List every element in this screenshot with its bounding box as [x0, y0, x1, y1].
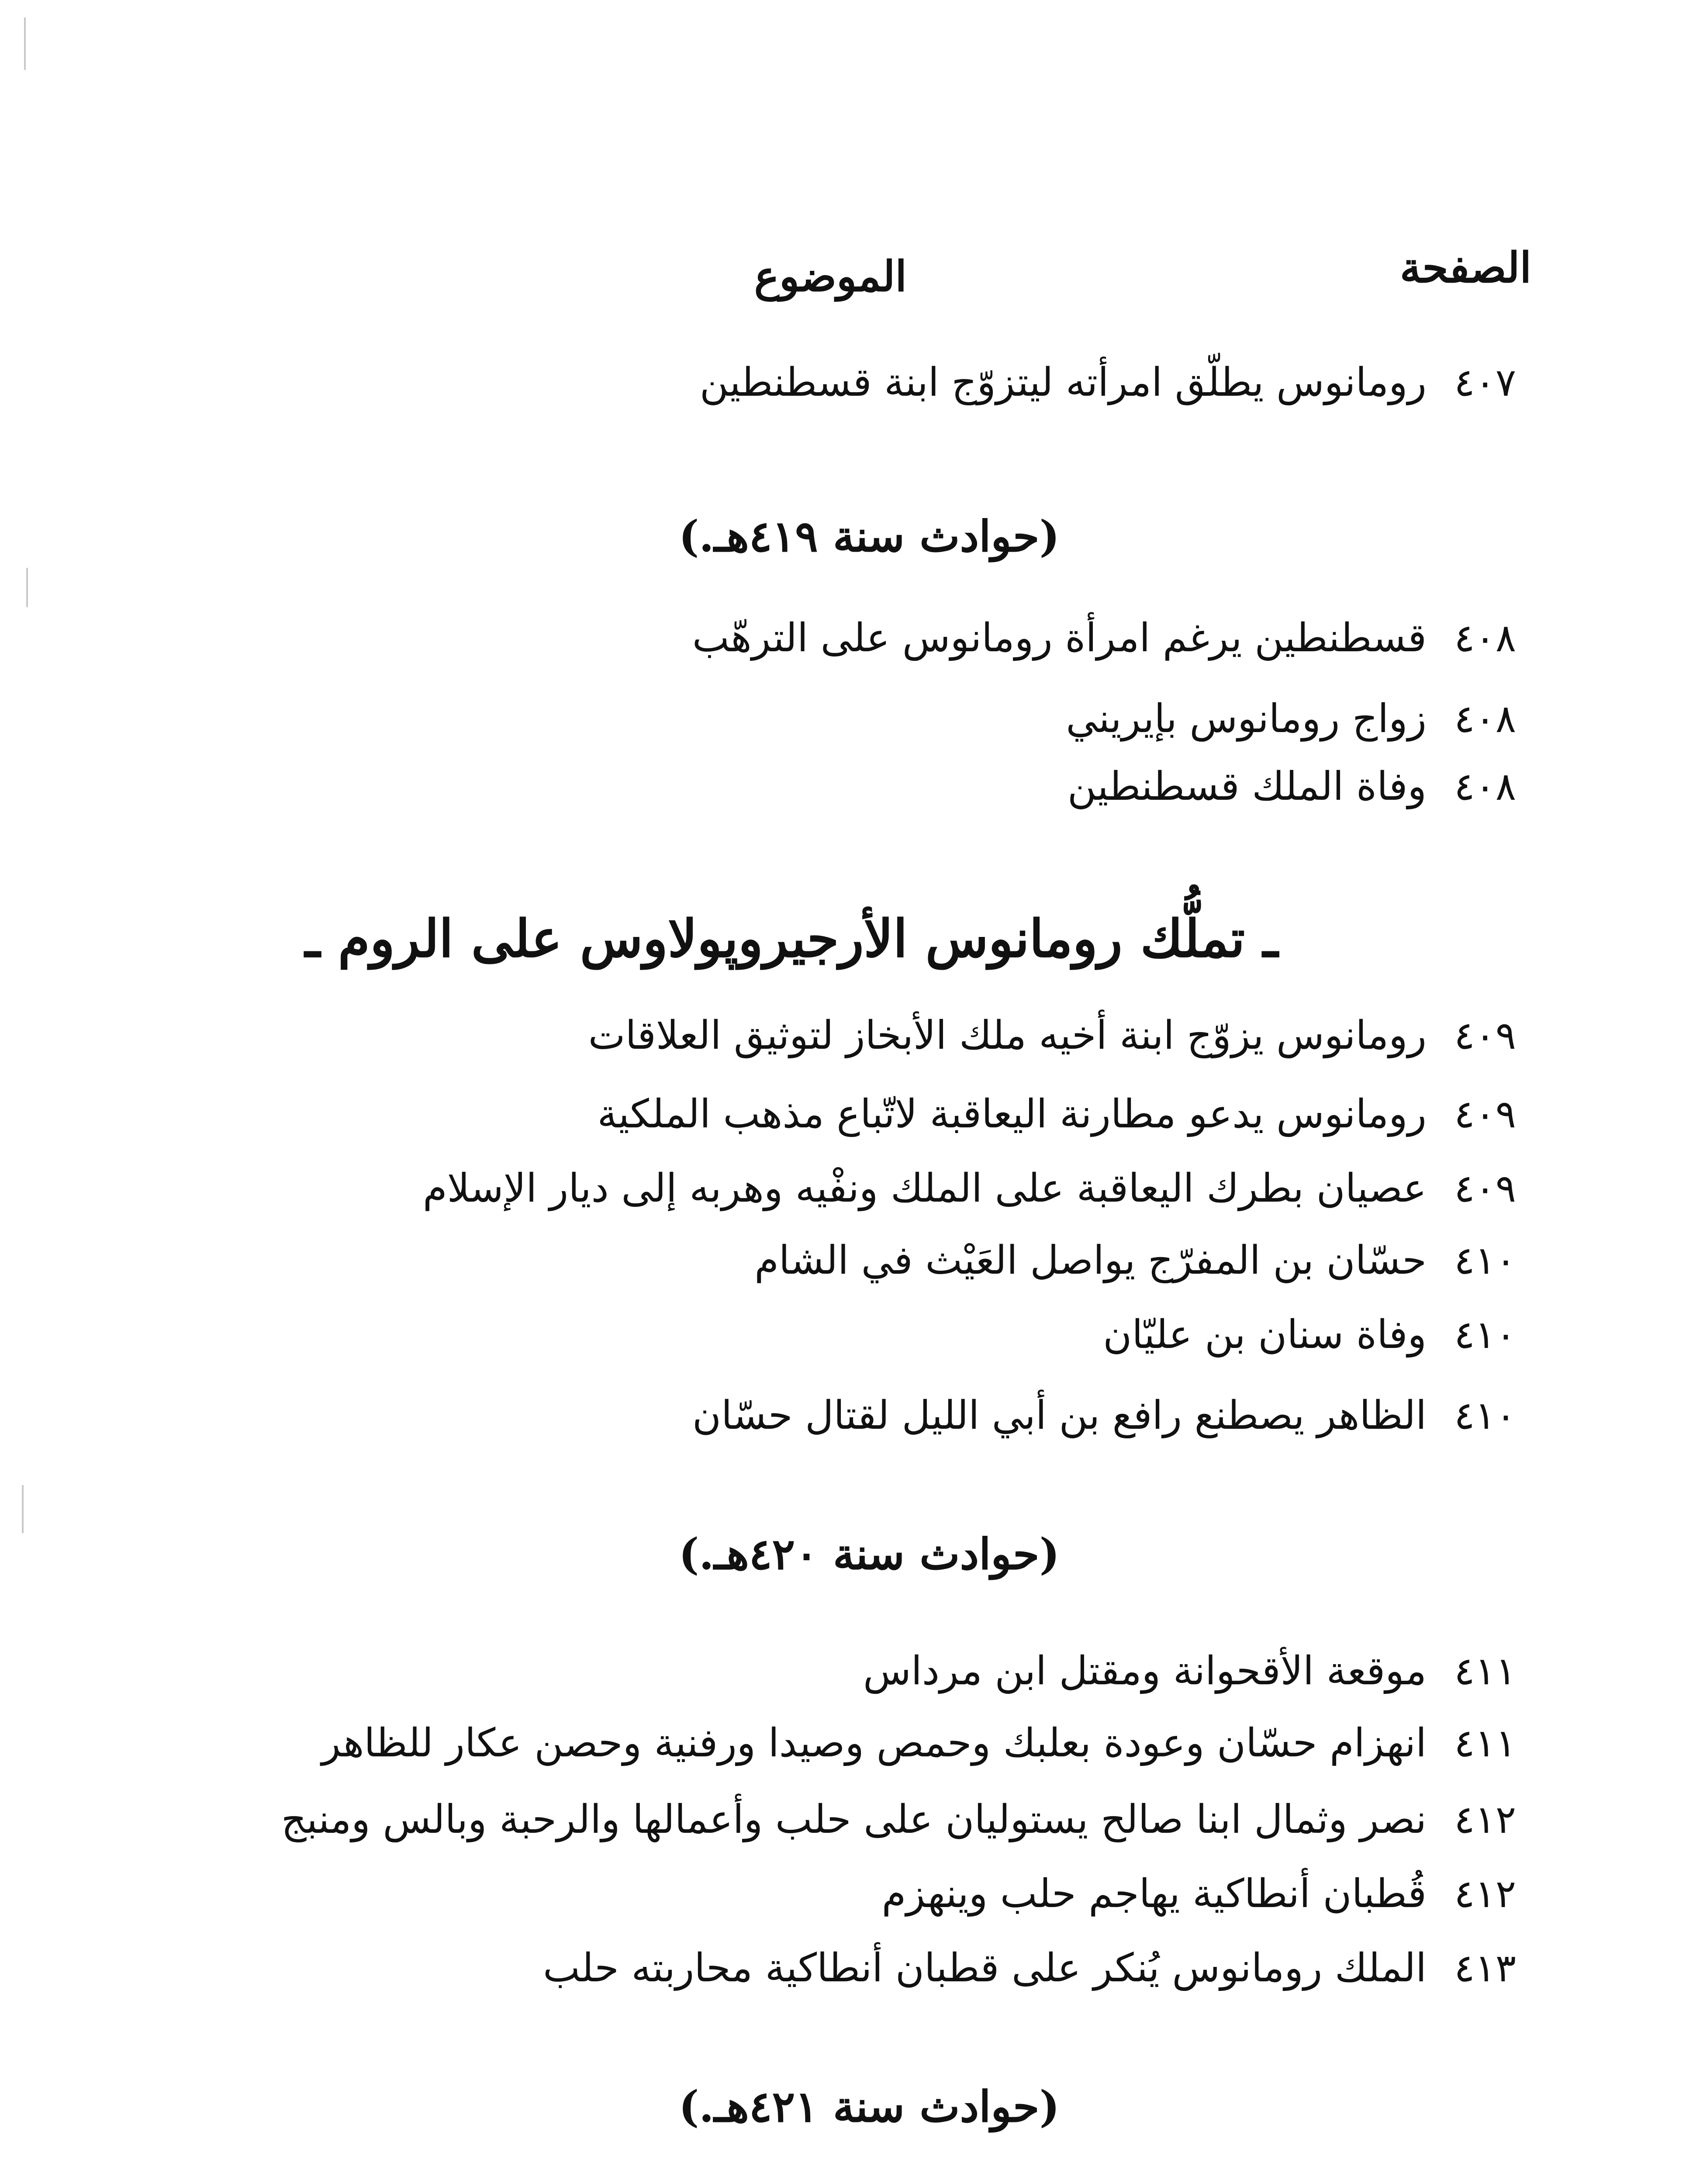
- entry-page-number: ٤٠٨: [1454, 696, 1516, 741]
- toc-entry: [754, 1232, 1516, 1289]
- toc-entry: [423, 1160, 1516, 1216]
- entry-page-number: ٤٠٧: [1454, 359, 1516, 405]
- section-heading-421: (حوادث سنة ٤٢١هـ.): [679, 2082, 1060, 2132]
- entry-topic: نصر وثمال ابنا صالح يستوليان على حلب وأعمالها والرحبة وبالس ومنبج: [281, 1796, 1427, 1842]
- toc-entry: [692, 1387, 1516, 1444]
- toc-entry: [1103, 1306, 1516, 1363]
- section-heading-419: (حوادث سنة ٤١٩هـ.): [679, 511, 1060, 562]
- entry-page-number: ٤١٠: [1454, 1237, 1516, 1283]
- entry-page-number: ٤١١: [1454, 1648, 1516, 1693]
- entry-topic: الملك رومانوس يُنكر على قطبان أنطاكية محاربته حلب: [543, 1945, 1427, 1991]
- entry-topic: زواج رومانوس بإيريني: [1066, 695, 1427, 742]
- entry-page-number: ٤١٠: [1454, 1393, 1516, 1438]
- toc-entry: [281, 1791, 1516, 1848]
- entry-page-number: ٤١٠: [1454, 1312, 1516, 1357]
- entry-page-number: ٤١٢: [1454, 1797, 1516, 1842]
- toc-entry: [543, 1939, 1516, 1996]
- toc-entry: [692, 609, 1516, 666]
- entry-page-number: ٤٠٩: [1454, 1091, 1516, 1137]
- page-column-header: الصفحة: [1399, 243, 1531, 292]
- scan-speck: [24, 17, 26, 70]
- entry-topic: رومانوس يدعو مطارنة اليعاقبة لاتّباع مذهب الملكية: [597, 1091, 1427, 1137]
- entry-page-number: ٤٠٩: [1454, 1165, 1516, 1211]
- entry-page-number: ٤٠٨: [1454, 615, 1516, 660]
- chapter-heading-romanos: ـ تملُّك رومانوس الأرجيروپولاوس على الروم ـ: [305, 908, 1278, 969]
- entry-topic: رومانوس يزوّج ابنة أخيه ملك الأبخاز لتوثيق العلاقات: [588, 1012, 1427, 1058]
- entry-topic: قُطبان أنطاكية يهاجم حلب وينهزم: [881, 1870, 1427, 1917]
- toc-entry: [700, 354, 1516, 411]
- entry-topic: قسطنطين يرغم امرأة رومانوس على الترهّب: [692, 615, 1427, 661]
- entry-topic: الظاهر يصطنع رافع بن أبي الليل لقتال حسّان: [692, 1392, 1427, 1438]
- scan-speck: [26, 568, 28, 607]
- entry-topic: عصيان بطرك اليعاقبة على الملك ونفْيه وهربه إلى ديار الإسلام: [422, 1165, 1427, 1211]
- entry-topic: وفاة الملك قسطنطين: [1067, 763, 1427, 809]
- topic-column-header: الموضوع: [754, 252, 907, 301]
- entry-page-number: ٤٠٩: [1454, 1013, 1516, 1058]
- toc-entry: [588, 1007, 1516, 1064]
- entry-topic: حسّان بن المفرّج يواصل العَيْث في الشام: [754, 1237, 1427, 1283]
- entry-topic: رومانوس يطلّق امرأته ليتزوّج ابنة قسطنطين: [699, 359, 1427, 405]
- section-heading-420: (حوادث سنة ٤٢٠هـ.): [679, 1529, 1060, 1579]
- toc-entry: [1066, 690, 1516, 747]
- entry-page-number: ٤٠٨: [1454, 764, 1516, 809]
- entry-topic: موقعة الأقحوانة ومقتل ابن مرداس: [863, 1648, 1427, 1694]
- toc-entry: [1068, 758, 1516, 815]
- entry-topic: وفاة سنان بن عليّان: [1103, 1311, 1427, 1358]
- entry-page-number: ٤١٢: [1454, 1871, 1516, 1916]
- scan-speck: [22, 1485, 24, 1533]
- toc-entry: [321, 1714, 1516, 1771]
- entry-page-number: ٤١١: [1454, 1720, 1516, 1766]
- toc-entry: [598, 1085, 1516, 1142]
- toc-entry: [882, 1865, 1516, 1922]
- entry-topic: انهزام حسّان وعودة بعلبك وحمص وصيدا ورفنية وحصن عكار للظاهر: [321, 1720, 1427, 1766]
- entry-page-number: ٤١٣: [1454, 1945, 1516, 1990]
- toc-entry: [863, 1642, 1516, 1699]
